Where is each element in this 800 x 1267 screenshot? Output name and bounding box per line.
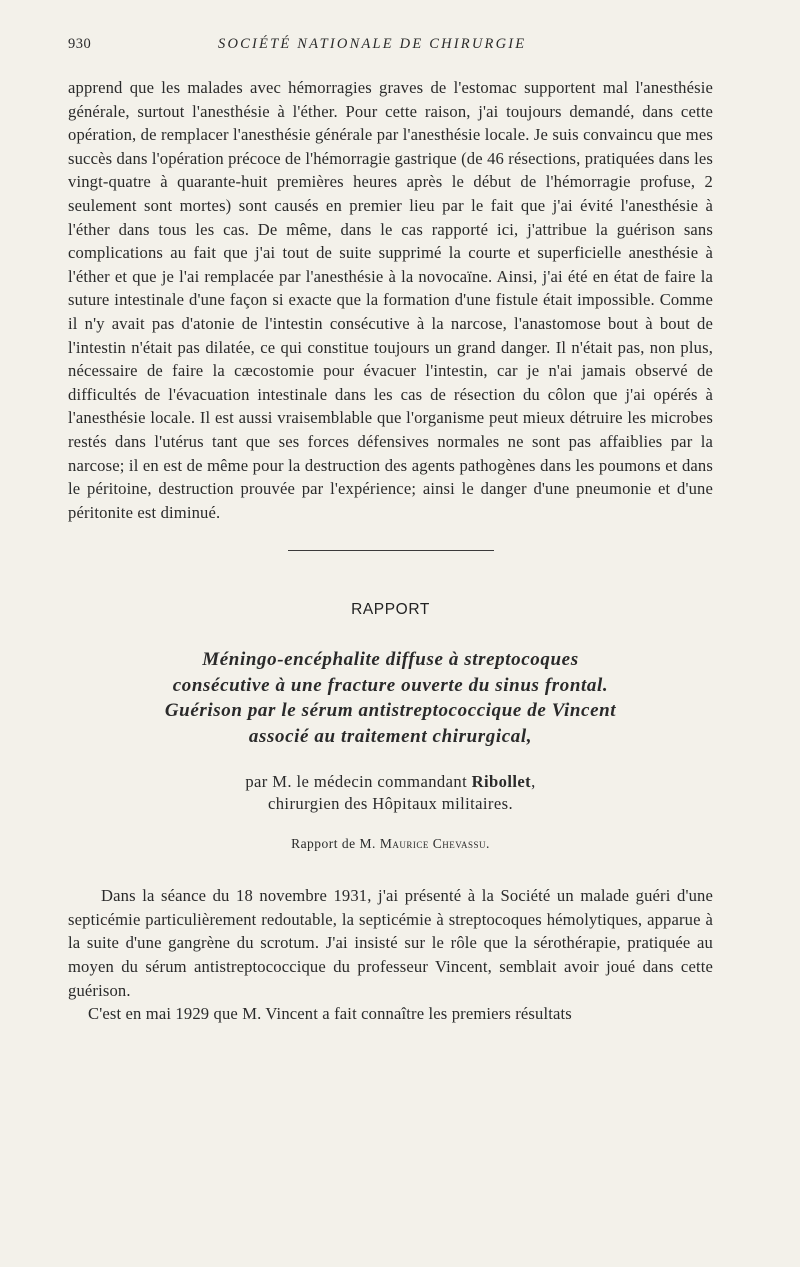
article-title (68, 647, 713, 749)
byline-prefix: par M. le médecin commandant (245, 772, 472, 792)
author-name: Ribollet (471, 772, 532, 792)
byline (68, 771, 713, 815)
rapporteur-prefix: Rapport de M. (291, 836, 380, 852)
section-divider (288, 550, 494, 551)
paragraph-3: C'est en mai 1929 que M. Vincent a fait connaître les premiers résultats (88, 1004, 572, 1024)
article-title-line: consécutive à une fracture ouverte du sinus frontal. (172, 674, 609, 696)
article-title-line: associé au traitement chirurgical, (248, 725, 533, 747)
article-title-line: Méningo-encéphalite diffuse à streptocoques (202, 649, 579, 671)
paragraph-1: apprend que les malades avec hémorragies graves de l'estomac supportent mal l'anesthésie générale, surtout l'anesthésie à l'éther. Pour cette raison, j'ai toujours demandé, dans cette opération, de remplacer l'anesthésie générale par l'anesthésie locale. Je suis convaincu que mes succès dans l'opération précoce de l'hémorragie gastrique (de 46 résections, pratiquées dans les vingt-quatre à quarante-huit premières heures après le début de l'hémorragie profuse, 2 seulement sont mortes) sont causés en premier lieu par le fait que j'ai évité l'anesthésie à l'éther dans tous les cas. De même, dans le cas rapporté ici, j'attribue la guérison sans complications au fait que j'ai tout de suite supprimé la courte et superficielle anesthésie à l'éther et que je l'ai remplacée par l'anesthésie à la novocaïne. Ainsi, j'ai été en état de faire la suture intestinale d'une façon si exacte que la formation d'une fistule était impossible. Comme il n'y avait pas d'atonie de l'intestin consécutive à la narcose, l'anastomose bout à bout de l'intestin n'était pas dilatée, ce qui constitue toujours un grand danger. Il n'était pas, non plus, nécessaire de faire la cæcostomie pour évacuer l'intestin, car je n'ai jamais observé de difficultés de l'évacuation intestinale dans les cas de résection du côlon que j'ai opérés à l'anesthésie locale. Il est aussi vraisemblable que l'organisme peut mieux détruire les microbes restés dans l'utérus tant que ses forces défensives normales ne sont pas affaiblies par la narcose; il en est de même pour la destruction des agents pathogènes dans les poumons et dans le péritoine, destruction prouvée par l'expérience; ainsi le danger d'une pneumonie et d'une péritonite est diminué. (68, 78, 713, 522)
section-label: RAPPORT (351, 601, 430, 619)
journal-title: SOCIÉTÉ NATIONALE DE CHIRURGIE (218, 36, 527, 52)
running-header (68, 36, 713, 58)
page (68, 36, 713, 1026)
rapporteur-suffix: . (486, 836, 490, 852)
article-title-line: Guérison par le sérum antistreptococcique de Vincent (164, 700, 617, 722)
page-number: 930 (68, 36, 92, 52)
rapporteur-line (68, 836, 713, 852)
rapporteur-name: Maurice Chevassu (379, 836, 487, 852)
author-affiliation: chirurgien des Hôpitaux militaires. (267, 794, 514, 814)
byline-author-line (68, 771, 713, 793)
paragraph-2: Dans la séance du 18 novembre 1931, j'ai présenté à la Société un malade guéri d'une septicémie particulièrement redoutable, la septicémie à streptocoques hémolytiques, apparue à la suite d'une gangrène du scrotum. J'ai insisté sur le rôle que la sérothérapie, pratiquée au moyen du sérum antistreptococcique du professeur Vincent, semblait avoir joué dans cette guérison. (68, 886, 713, 1000)
byline-suffix: , (531, 772, 536, 792)
